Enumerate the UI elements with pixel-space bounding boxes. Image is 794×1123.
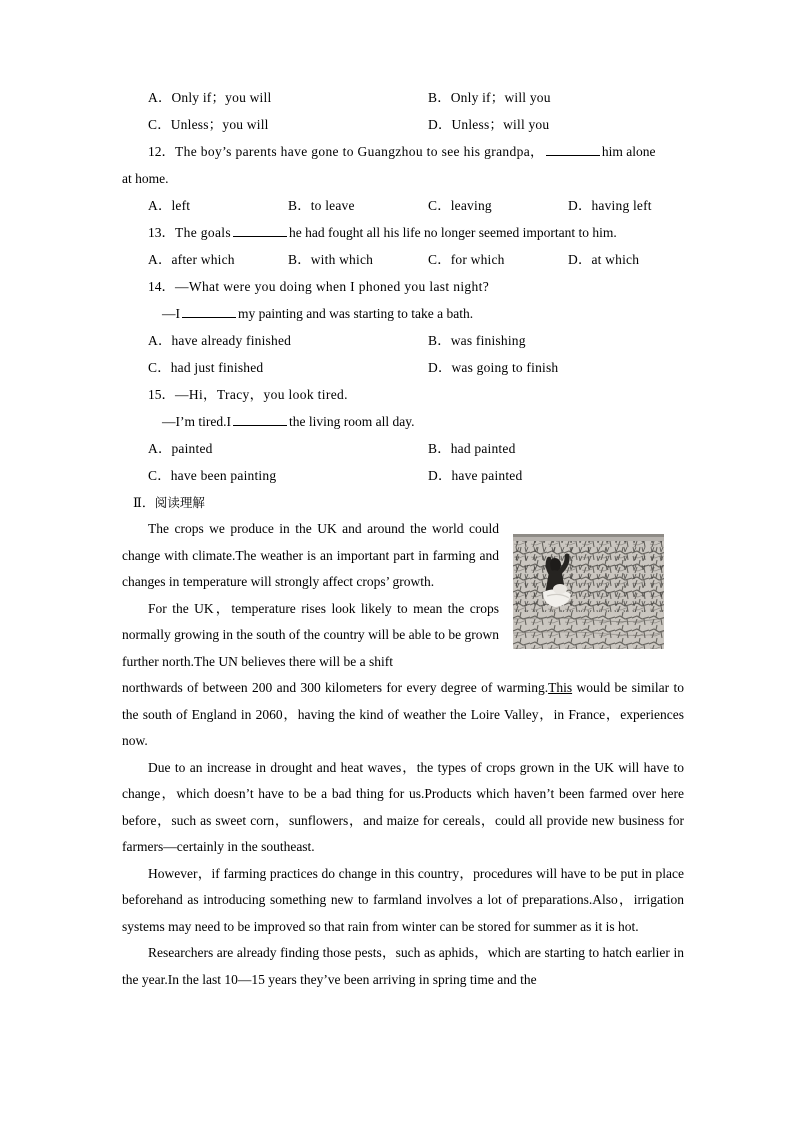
option-d[interactable]: D．having left [568,198,652,213]
answer-blank-13[interactable] [233,224,287,237]
question-stem-14 [122,273,684,300]
question-dialog-14 [122,300,684,327]
option-b[interactable]: B．was finishing [428,333,526,348]
option-b[interactable]: B．had painted [428,441,516,456]
option-a-label: Only if；you will [171,90,272,105]
section-dot: ． [141,495,155,510]
underlined-word-this: This [548,680,573,695]
option-b-label: was finishing [450,333,526,348]
passage-paragraph-5: Researchers are already finding those pests，such as aphids，which are starting to hatch earlier in the year.In the last 10—15 years they’ve been arriving in spring time and the [122,945,684,987]
question-dialog-15 [122,408,684,435]
option-c[interactable]: C．Unless；you will [148,117,269,132]
option-d[interactable]: D．have painted [428,468,523,483]
option-a-label: have already finished [171,333,292,348]
option-c-label: leaving [450,198,492,213]
option-d-label: was going to finish [451,360,559,375]
passage-paragraph-2-head: For the UK，temperature rises look likely to mean the crops normally growing in the south of the country will be able to be grown further north.The UN believes there will be a shift [122,600,499,669]
question-number-12: 12． [148,144,175,159]
question-number-15: 15． [148,387,175,402]
passage-paragraph-1: The crops we produce in the UK and around the world could change with climate.The weather is an important part in farming and changes in temperature will strongly affect crops’ growth. [122,521,499,589]
passage-paragraph-3: Due to an increase in drought and heat waves，the types of crops grown in the UK will have to change，which doesn’t have to be a bad thing for us.Products which haven’t been farmed over here before，such as sweet corn，sunflowers，and maize for cereals，could all provide new business for farmers—certainly in the southeast. [122,759,684,854]
dialog-pre-14: —I [162,306,180,321]
passage-p2-post: would be similar to the south of England in 2060，having the kind of weather the Loire Valley，in France，experiences now. [122,680,684,748]
question-options-q12 [122,192,684,219]
question-text-13-cont: he had fought all his life no longer seemed important to him. [289,225,617,240]
question-text-12: The boy’s parents have gone to Guangzhou to see his grandpa， [175,144,544,159]
option-b[interactable]: B．Only if；will you [428,90,551,105]
question-options-q13 [122,246,684,273]
option-b-label: to leave [310,198,355,213]
option-d-label: having left [591,198,652,213]
option-c-label: for which [450,252,505,267]
option-d[interactable]: D．at which [568,252,640,267]
question-number-14: 14． [148,279,175,294]
dialog-post-15: the living room all day. [288,414,415,429]
section-title: 阅读理解 [154,495,205,510]
option-c-label: Unless；you will [170,117,269,132]
option-c[interactable]: C．leaving [428,198,492,213]
answer-blank-15[interactable] [233,413,287,426]
section-numeral: Ⅱ [133,495,142,510]
question-stem-13 [122,219,684,246]
reading-passage [122,516,684,993]
option-d-label: Unless；will you [451,117,550,132]
option-b[interactable]: B．to leave [288,198,355,213]
question-text-13: The goals [175,225,232,240]
question-number-13: 13． [148,225,175,240]
question-text-14: —What were you doing when I phoned you last night? [175,279,490,294]
option-d-label: have painted [451,468,523,483]
passage-p2-pre: northwards of between 200 and 300 kilometers for every degree of warming. [122,680,549,695]
passage-paragraph-2-tail [122,675,684,755]
dialog-post-14: my painting and was starting to take a bath. [238,306,474,321]
question-stem-12-line2: at home. [122,171,169,186]
question-text-15: —Hi，Tracy，you look tired. [175,387,348,402]
question-options-q11 [122,84,684,111]
option-d[interactable]: D．Unless；will you [428,117,550,132]
option-c[interactable]: C．have been painting [148,468,277,483]
option-d-label: at which [591,252,640,267]
question-options-q11-row2 [122,111,684,138]
question-text-12-cont: him alone [601,144,656,159]
dialog-pre-15: —I’m tired.I [162,414,231,429]
option-a-label: painted [171,441,213,456]
option-c-label: have been painting [170,468,277,483]
option-c[interactable]: C．for which [428,252,505,267]
passage-paragraph-4: However，if farming practices do change in this country，procedures will have to be put in place beforehand as introducing something new to farmland involves a lot of preparations.Also，irrigation systems may need to be improved so that rain from winter can be stored for summer as it is hot. [122,865,684,934]
option-c-label: had just finished [170,360,264,375]
option-a-label: left [171,198,191,213]
drought-field-illustration [513,534,664,649]
option-a-label: after which [171,252,235,267]
option-b-label: had painted [450,441,516,456]
option-c[interactable]: C．had just finished [148,360,264,375]
option-a[interactable]: A．painted [148,441,213,456]
answer-blank-14[interactable] [182,305,236,318]
drought-field-photo [513,534,664,649]
question-options-q15 [122,435,684,462]
option-a[interactable]: A．have already finished [148,333,292,348]
question-options-q14 [122,327,684,354]
question-options-q14-row2 [122,354,684,381]
question-options-q15-row2 [122,462,684,489]
answer-blank-12[interactable] [546,143,600,156]
page-content [122,84,684,993]
option-a[interactable]: A．after which [148,252,235,267]
option-b[interactable]: B．with which [288,252,374,267]
option-b-label: Only if；will you [450,90,551,105]
question-stem-12 [122,138,684,165]
option-d[interactable]: D．was going to finish [428,360,559,375]
option-b-label: with which [310,252,374,267]
question-stem-15 [122,381,684,408]
option-a[interactable]: A．Only if；you will [148,90,272,105]
section-heading-reading [122,489,684,516]
option-a[interactable]: A．left [148,198,191,213]
